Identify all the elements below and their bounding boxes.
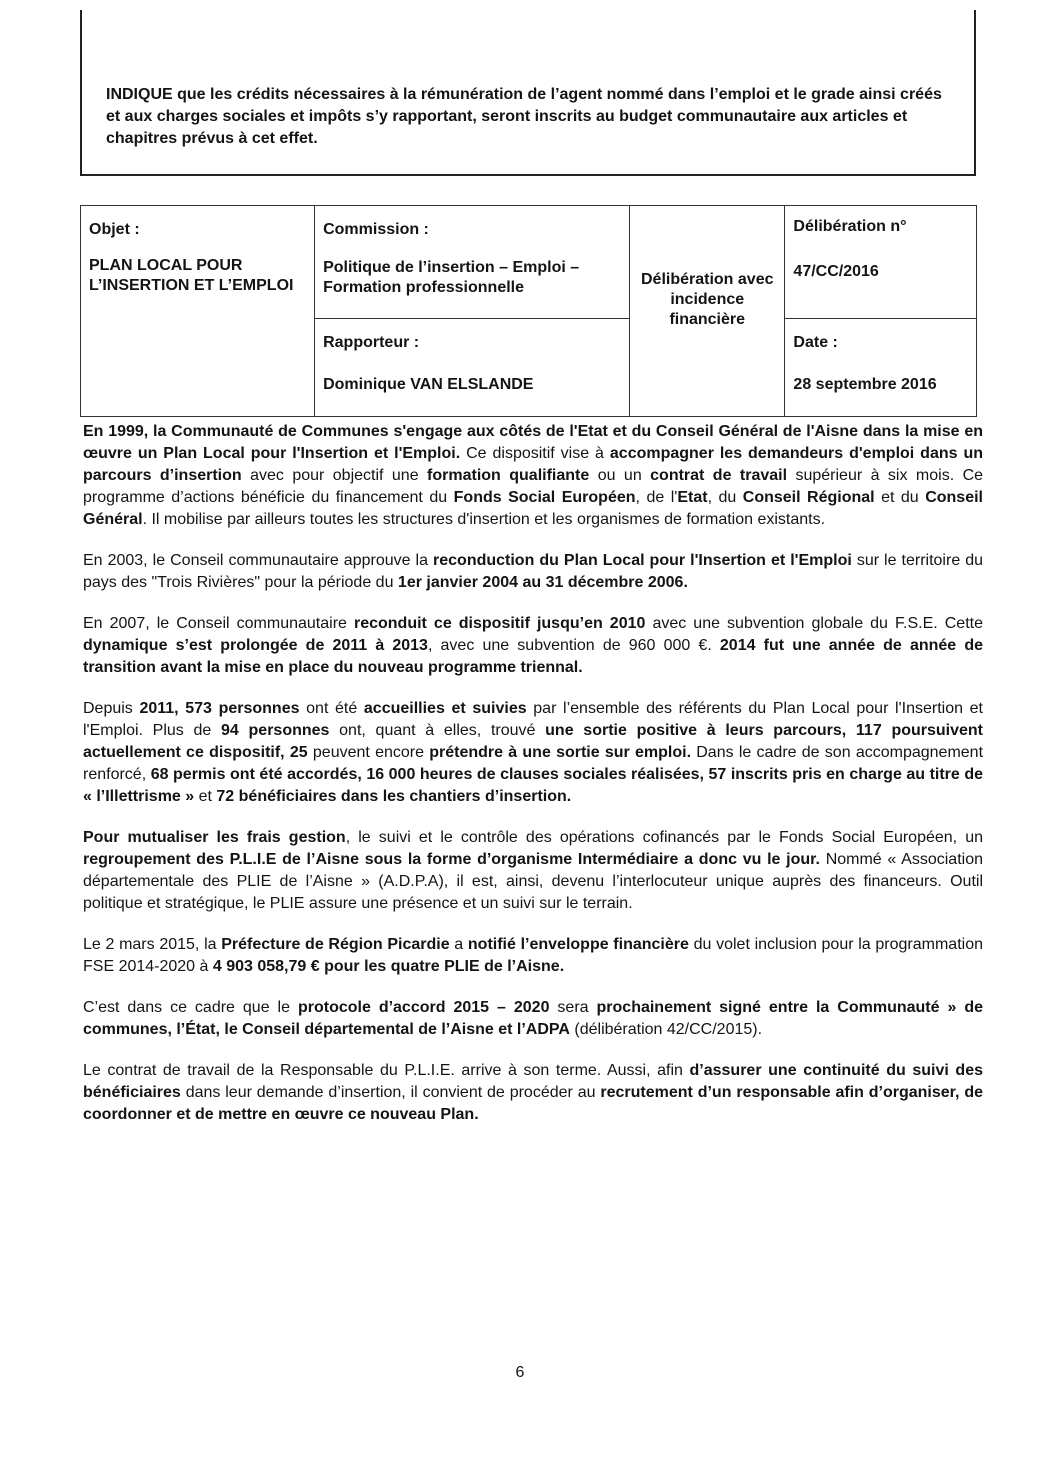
rapporteur-value: Dominique VAN ELSLANDE xyxy=(323,376,534,393)
deliberation-label: Délibération n° xyxy=(793,218,907,235)
text-run: Nommé « Association départementale des PLIE de l’Aisne » (A.D.P.A), il est, ainsi, devenu l’interlocuteur unique auprès des financeurs. Outil politique et stratégique, le PLIE assure une présence et un suivi sur le terrain. xyxy=(83,851,983,912)
bold-text-run: notifié l’enveloppe financière xyxy=(467,936,689,953)
bold-text-run: 2014 fut une année de année de transition avant la mise en place du nouveau programme triennal. xyxy=(83,637,984,676)
text-run: peuvent encore xyxy=(307,744,430,761)
bold-text-run: reconduit ce dispositif jusqu’en 2010 xyxy=(353,615,646,632)
rapporteur-label: Rapporteur : xyxy=(323,334,420,351)
text-run: sera xyxy=(549,999,597,1016)
text-run: (délibération 42/CC/2015). xyxy=(569,1021,763,1038)
text-run: ont, quant à elles, trouvé xyxy=(329,722,546,739)
text-run: , du xyxy=(707,489,743,506)
bold-text-run: contrat de travail xyxy=(650,467,788,484)
text-run: En 2007, le Conseil communautaire xyxy=(83,615,354,632)
bold-text-run: Conseil Régional xyxy=(742,489,875,506)
text-run: sur le territoire du pays des "Trois Rivières" pour la période du xyxy=(83,552,984,591)
bold-text-run: En 1999, la Communauté de Communes s'engage aux côtés de l'Etat et du Conseil Général de l'Aisne dans la mise en œuvre un Plan Local pour l'Insertion et l'Emploi. xyxy=(83,423,983,462)
bold-text-run: prochainement signé entre la Communauté » de communes, l’État, le Conseil départemental de l’Aisne et l’ADPA xyxy=(83,999,984,1038)
deliberation-cell xyxy=(785,206,977,319)
bold-text-run: Conseil Général xyxy=(83,489,983,528)
text-run: C’est dans ce cadre que le xyxy=(83,999,298,1016)
text-run: Ce dispositif vise à xyxy=(460,445,610,462)
date-cell xyxy=(785,319,977,417)
text-run: ou un xyxy=(589,467,651,484)
text-run: et du xyxy=(874,489,926,506)
bold-text-run: 94 personnes xyxy=(221,722,330,739)
text-run: En 2003, le Conseil communautaire approuve la xyxy=(83,552,434,569)
bold-text-run: prétendre à une sortie sur emploi. xyxy=(429,744,692,761)
bold-text-run: 72 bénéficiaires dans les chantiers d’insertion. xyxy=(216,788,572,805)
bold-text-run: formation qualifiante xyxy=(427,467,590,484)
text-run: du volet inclusion pour la programmation FSE 2014-2020 à xyxy=(83,936,984,975)
bold-text-run: une sortie positive à leurs parcours, 117 poursuivent actuellement ce dispositif, 25 xyxy=(83,722,984,761)
decision-text: INDIQUE que les crédits nécessaires à la rémunération de l’agent nommé dans l’emploi et le grade ainsi créés et aux charges sociales et impôts s’y rapportant, seront inscrits au budget communautaire aux articles et chapitres prévus à cet effet. xyxy=(106,86,942,147)
text-run: Depuis xyxy=(83,700,140,717)
commission-value: Politique de l’insertion – Emploi – Formation professionnelle xyxy=(323,259,580,296)
date-value: 28 septembre 2016 xyxy=(793,376,937,393)
date-label: Date : xyxy=(793,334,838,351)
bold-text-run: protocole d’accord 2015 – 2020 xyxy=(297,999,550,1016)
deliberation-number: 47/CC/2016 xyxy=(793,263,879,280)
bold-text-run: regroupement des P.L.I.E de l’Aisne sous la forme d’organisme Intermédiaire a donc vu le jour. xyxy=(83,851,820,868)
bold-text-run: Etat xyxy=(677,489,708,506)
objet-label: Objet : xyxy=(89,221,140,238)
bold-text-run: dynamique s’est prolongée de 2011 à 2013 xyxy=(83,637,428,654)
bold-text-run: recrutement d’un responsable afin d’organiser, de coordonner et de mettre en œuvre ce nouveau Plan. xyxy=(83,1084,983,1123)
text-run: Dans le cadre de son accompagnement renforcé, xyxy=(83,744,984,783)
paragraph-results xyxy=(83,698,983,808)
paragraph-protocole xyxy=(83,997,983,1041)
paragraph-prefecture xyxy=(83,934,983,978)
commission-cell xyxy=(315,206,630,319)
text-run: . Il mobilise par ailleurs toutes les structures d'insertion et les organismes de formation existants. xyxy=(142,511,826,528)
text-run: , le suivi et le contrôle des opérations cofinancés par le Fonds Social Européen, un xyxy=(345,829,984,846)
bold-text-run: d’assurer une continuité du suivi des bénéficiaires xyxy=(83,1062,983,1101)
bold-text-run: Fonds Social Européen xyxy=(453,489,636,506)
text-run: , avec une subvention de 960 000 €. xyxy=(427,637,720,654)
paragraph-recrutement xyxy=(83,1060,983,1126)
bold-text-run: Pour mutualiser les frais gestion xyxy=(83,829,346,846)
objet-value: PLAN LOCAL POUR L’INSERTION ET L’EMPLOI xyxy=(89,257,294,294)
text-run: avec pour objectif une xyxy=(241,467,428,484)
page-number: 6 xyxy=(515,1364,525,1381)
bold-text-run: Préfecture de Région Picardie xyxy=(221,936,450,953)
paragraph-2003 xyxy=(83,550,983,594)
rapporteur-cell xyxy=(315,319,630,417)
commission-label: Commission : xyxy=(323,221,429,238)
paragraph-1999 xyxy=(83,421,983,531)
document-body xyxy=(83,421,983,1145)
nature-value: Délibération avec incidence financière xyxy=(640,271,774,328)
bold-text-run: accueillies et suivies xyxy=(363,700,527,717)
bold-text-run: accompagner les demandeurs d'emploi dans un parcours d’insertion xyxy=(83,445,984,484)
text-run: et xyxy=(194,788,217,805)
bold-text-run: 2011, 573 personnes xyxy=(139,700,300,717)
text-run: , de l' xyxy=(635,489,678,506)
bold-text-run: 68 permis ont été accordés, 16 000 heures de clauses sociales réalisées, 57 inscrits pris en charge au titre de « l’Illettrisme » xyxy=(83,766,984,805)
bold-text-run: reconduction du Plan Local pour l'Insertion et l'Emploi xyxy=(433,552,852,569)
text-run: a xyxy=(449,936,468,953)
text-run: Le 2 mars 2015, la xyxy=(83,936,222,953)
objet-cell xyxy=(81,206,315,417)
deliberation-header-table xyxy=(80,205,977,417)
bold-text-run: 4 903 058,79 € pour les quatre PLIE de l’Aisne. xyxy=(212,958,565,975)
text-run: Le contrat de travail de la Responsable du P.L.I.E. arrive à son terme. Aussi, afin xyxy=(83,1062,690,1079)
nature-cell xyxy=(630,206,785,417)
text-run: dans leur demande d’insertion, il convient de procéder au xyxy=(180,1084,601,1101)
decision-box xyxy=(80,10,976,176)
text-run: par l’ensemble des référents du Plan Local pour l'Insertion et l'Emploi. Plus de xyxy=(83,700,983,739)
text-run: ont été xyxy=(299,700,364,717)
text-run: avec une subvention globale du F.S.E. Cette xyxy=(645,615,983,632)
paragraph-2007 xyxy=(83,613,983,679)
text-run: supérieur à six mois. Ce programme d’actions bénéficie du financement du xyxy=(83,467,984,506)
bold-text-run: 1er janvier 2004 au 31 décembre 2006. xyxy=(397,574,688,591)
paragraph-mutualisation xyxy=(83,827,983,915)
